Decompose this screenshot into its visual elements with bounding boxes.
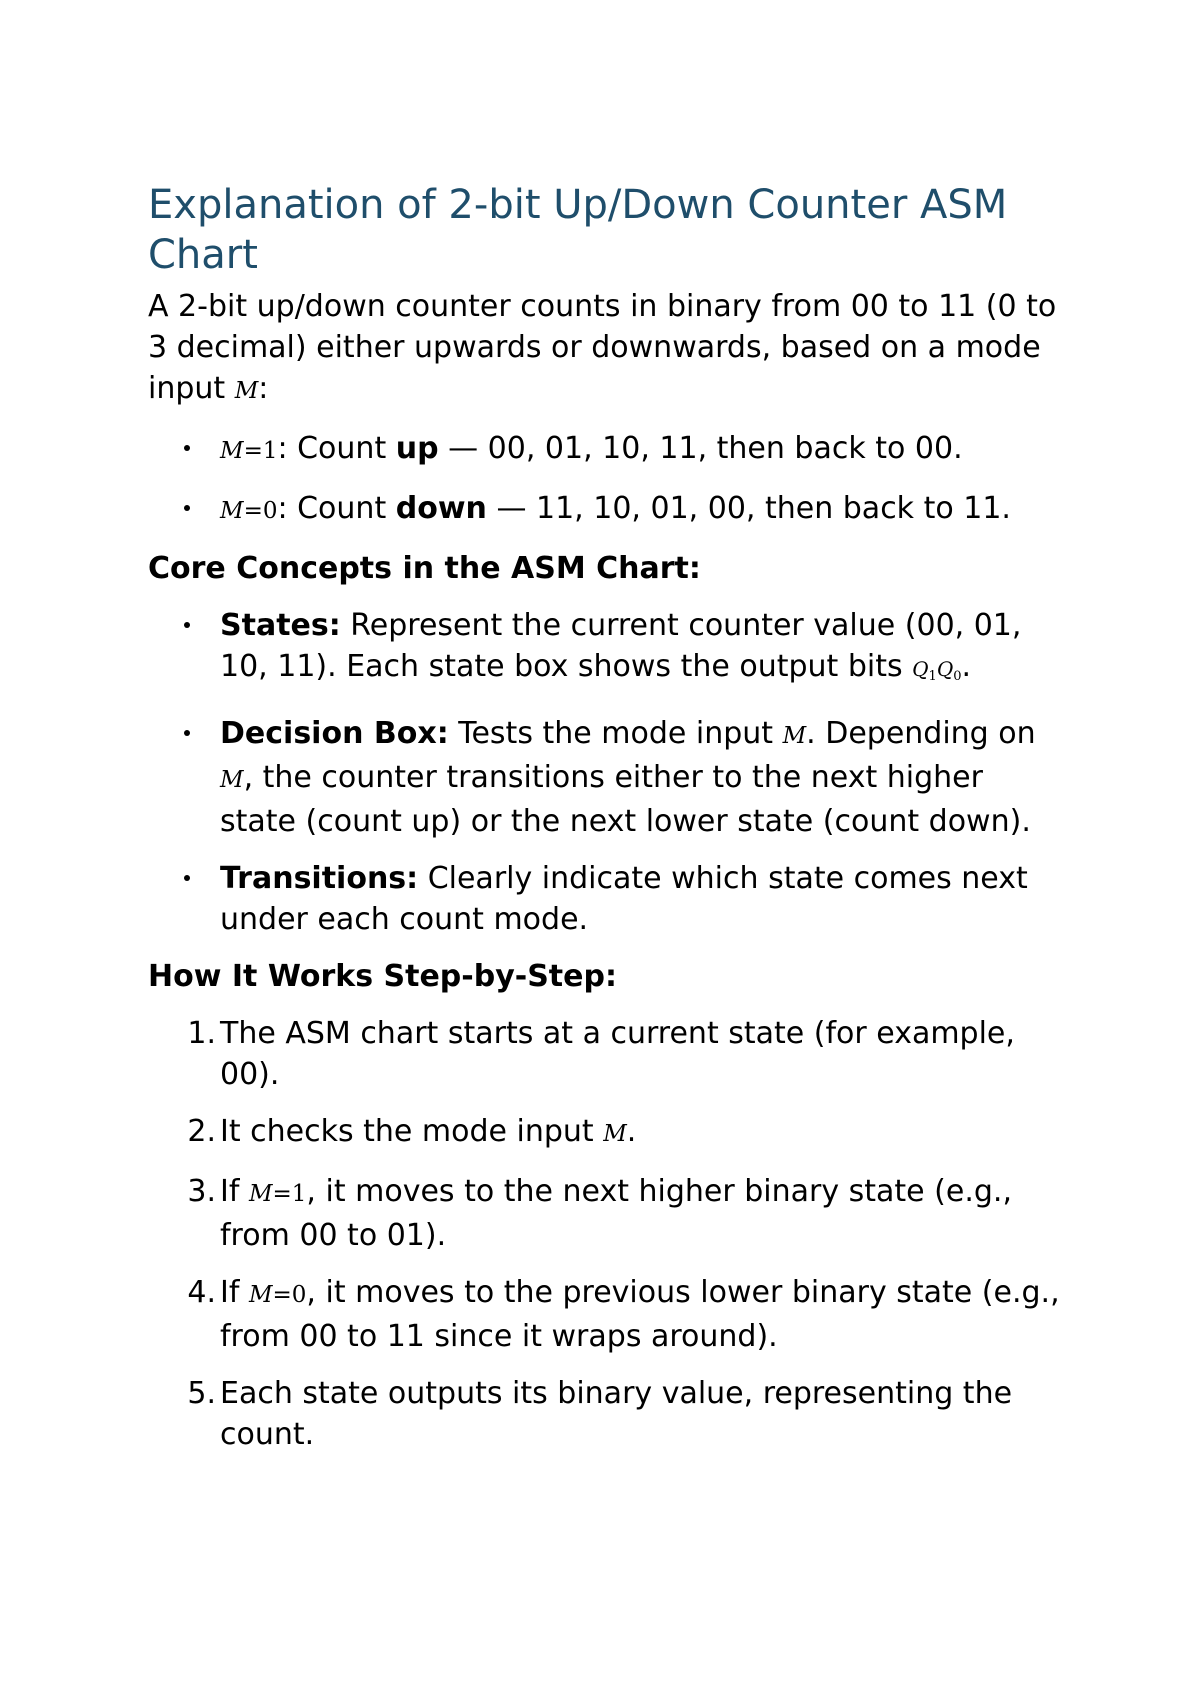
intro-colon: : [258, 371, 269, 406]
concepts-heading: Core Concepts in the ASM Chart: [148, 551, 701, 586]
mode-item-up: M=1: Count up — 00, 01, 10, 11, then back to 00. [148, 428, 1068, 472]
mode-list [148, 428, 1068, 532]
bullet-icon [184, 622, 190, 628]
intro-paragraph [148, 286, 1068, 412]
page-title: Explanation of 2-bit Up/Down Counter ASM Chart [148, 182, 1008, 278]
mode-item-down: M=0: Count down — 11, 10, 01, 00, then back to 11. [148, 488, 1068, 532]
mode-variable: M [234, 378, 259, 404]
concepts-list [148, 605, 1068, 940]
bullet-icon [184, 875, 190, 881]
step-item: 5. Each state outputs its binary value, representing the count. [187, 1376, 1013, 1452]
bullet-icon [184, 445, 190, 451]
step-item: 4. If M=0, it moves to the previous lower binary state (e.g., from 00 to 11 since it wraps around). [187, 1275, 1060, 1354]
steps-heading: How It Works Step-by-Step: [148, 959, 617, 994]
steps-list [148, 1013, 1068, 1455]
intro-text: A 2-bit up/down counter counts in binary from 00 to 11 (0 to 3 decimal) either upwards or downwards, based on a mode input [148, 289, 1057, 406]
step-item: 3. If M=1, it moves to the next higher binary state (e.g., from 00 to 01). [187, 1174, 1012, 1253]
step-item: 1. The ASM chart starts at a current state (for example, 00). [187, 1016, 1015, 1092]
step-item: 2. It checks the mode input M. [187, 1114, 637, 1149]
concept-item-decision-box: Decision Box: Tests the mode input M. Depending on M, the counter transitions either to the next higher state (count up) or the next lower state (count down). [148, 713, 1068, 842]
bullet-icon [184, 505, 190, 511]
bullet-icon [184, 730, 190, 736]
concept-item-states: States: Represent the current counter value (00, 01, 10, 11). Each state box shows the output bits $Q_1Q_0$. [148, 605, 1068, 697]
concept-item-transitions: Transitions: Clearly indicate which state comes next under each count mode. [148, 858, 1068, 940]
document-page [148, 180, 1068, 1471]
